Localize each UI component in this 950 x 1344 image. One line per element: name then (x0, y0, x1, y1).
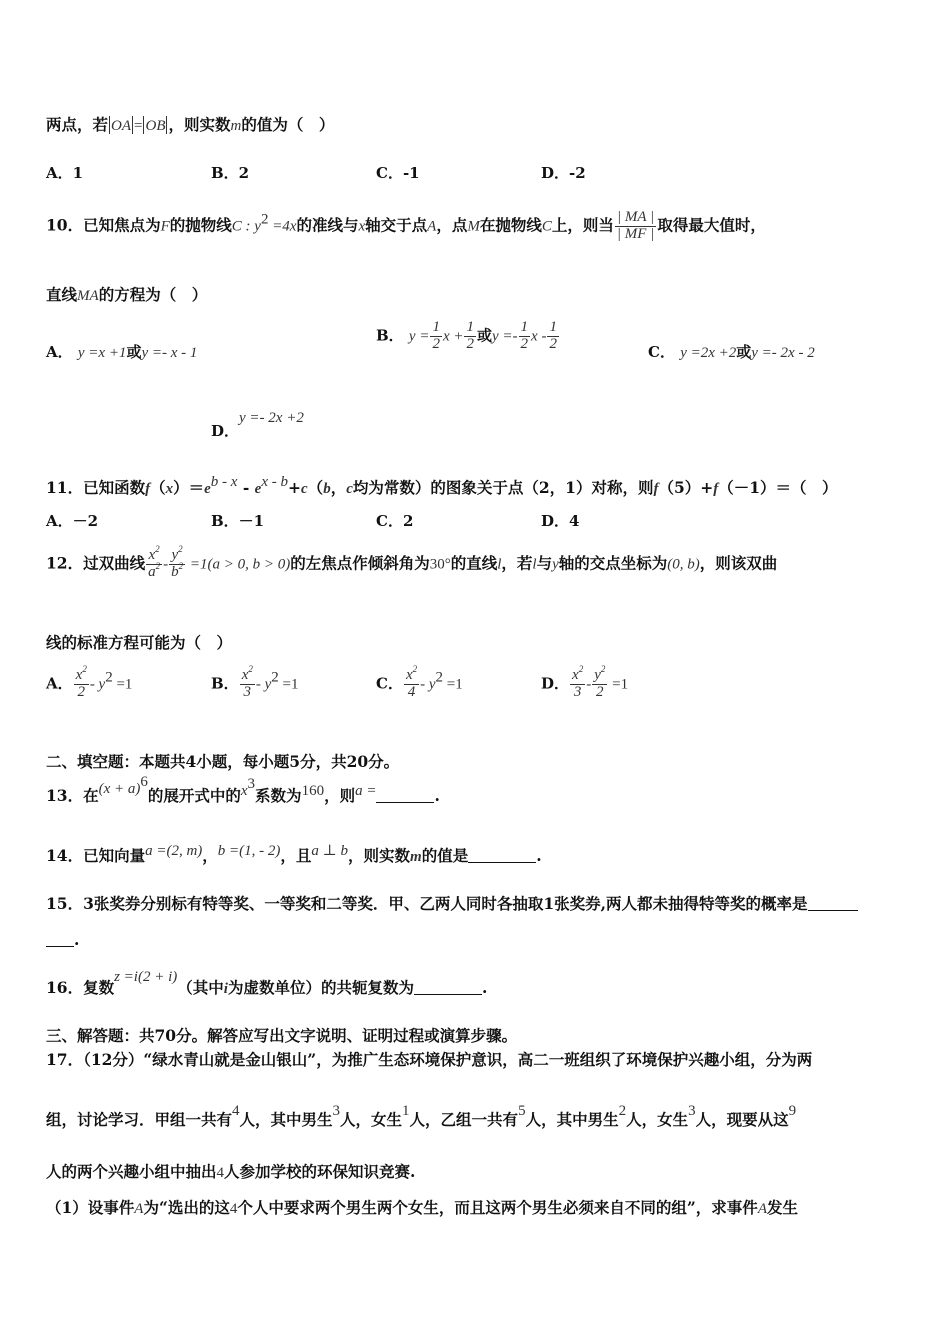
q9-option-b: B．2 (211, 164, 250, 182)
q9-option-c: C．-1 (376, 164, 420, 182)
q17-stem-line3: 人的两个兴趣小组中抽出4人参加学校的环保知识竞赛. (46, 1162, 416, 1181)
q11-option-c: C．2 (376, 512, 414, 530)
q13-stem: 13．在$(x + a)^6$的展开式中的$x^3$系数为160，则a = . (46, 774, 440, 805)
q17-part1: （1）设事件A为“选出的这4个人中要求两个男生两个女生，而且这两个男生必须来自不同的组”，求事件A发生 (46, 1198, 798, 1217)
q10-stem: 10．已知焦点为F的抛物线C : $y^2 =4x$的准线与x轴交于点A，点M在抛物线C上，则当 $\frac{| MA |}{| MF |}$ 取得最大值时， (46, 209, 766, 242)
q13-answer-blank[interactable] (376, 788, 434, 803)
q11-option-d: D．4 (541, 512, 580, 530)
q11-option-a: A．－2 (46, 512, 99, 530)
q14-answer-blank[interactable] (468, 848, 536, 863)
q9-stem-tail: 两点，若 OA = OB ，则实数m的值为（ ） (46, 115, 335, 134)
q10-stem-line2: 直线MA的方程为（ ） (46, 285, 208, 304)
q12-stem-line2: 线的标准方程可能为（ ） (46, 633, 233, 652)
q9-option-a: A．1 (46, 164, 84, 182)
q17-stem-line1: 17．（12分）“绿水青山就是金山银山”，为推广生态环境保护意识，高二一班组织了环境保护兴趣小组，分为两 (46, 1050, 813, 1069)
q11-option-b: B．－1 (211, 512, 265, 530)
q10-option-c: C． y =2x +2或y =- 2x - 2 (648, 343, 815, 361)
q16-answer-blank[interactable] (414, 980, 482, 995)
q15-answer-blank[interactable] (808, 896, 858, 911)
q10-option-b: B． y = $\frac{1}{2}$ x + $\frac{1}{2}$ 或y =- $\frac{1}{2}$ x - $\frac{1}{2}$ (376, 319, 557, 352)
q10-option-d: D．y =- 2x +2 (211, 410, 304, 440)
q11-stem: 11．已知函数$f(x)=e^{b - x} - e^{x - b}+c(b$，c均为常数）的图象关于点（2，1）对称，则f（5）+f（－1）＝（ ） (46, 474, 838, 497)
section-2-heading: 二、填空题：本题共4小题，每小题5分，共20分。 (46, 752, 400, 771)
q12-option-c: C． $\frac{x^2}{4}$ - $y^2 =1$ (376, 664, 463, 700)
q14-stem: 14．已知向量a =(2, m)，b =(1, - 2)，且a ⊥ b，则实数m的值是 . (46, 843, 542, 865)
q12-stem: 12．过双曲线 $\frac{x^2}{a^2}$ - $\frac{y^2}{b^2}$ =1(a > 0, b > 0)的左焦点作倾斜角为30°的直线l，若l与y轴的交点坐标为(0, b)，则该双曲 (46, 544, 778, 580)
section-3-heading: 三、解答题：共70分。解答应写出文字说明、证明过程或演算步骤。 (46, 1026, 518, 1045)
q17-stem-line2: 组，讨论学习．甲组一共有4人，其中男生3人，女生1人，乙组一共有5人，其中男生2人，女生3人，现要从这9 (46, 1103, 797, 1129)
q9-option-d: D．-2 (541, 164, 586, 182)
ratio-fraction: $\frac{| MA |}{| MF |}$ (616, 209, 655, 242)
q15-stem: 15．3张奖券分别标有特等奖、一等奖和二等奖．甲、乙两人同时各抽取1张奖券,两人都未抽得特等奖的概率是 (46, 892, 858, 914)
q16-stem: 16．复数z =i(2 + i)（其中i为虚数单位）的共轭复数为 . (46, 969, 488, 997)
q12-option-b: B． $\frac{x^2}{3}$ - $y^2 =1$ (211, 664, 299, 700)
q15-stem-line2: . (46, 930, 79, 949)
q12-option-a: A． $\frac{x^2}{2}$ - $y^2 =1$ (46, 664, 133, 700)
q10-option-a: A． y =x +1或y =- x - 1 (46, 343, 198, 361)
q12-option-d: D． $\frac{x^2}{3}$ - $\frac{y^2}{2}$ =1 (541, 664, 629, 700)
